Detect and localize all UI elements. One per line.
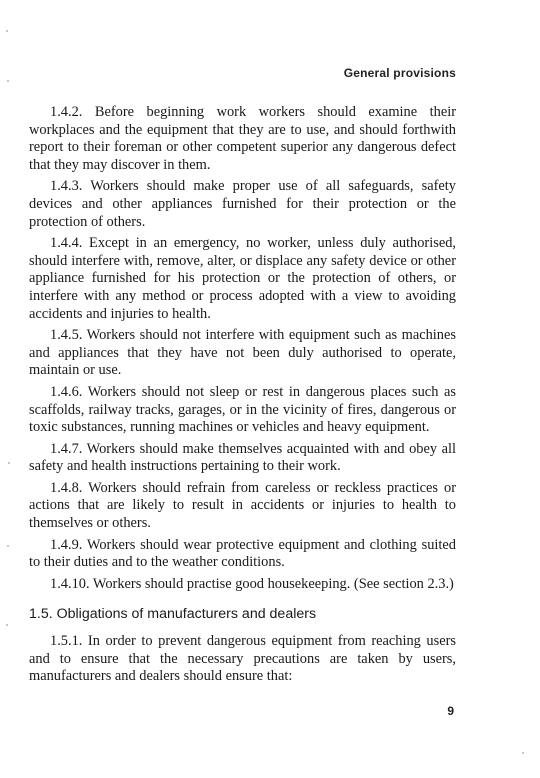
paragraph-1-4-10: 1.4.10. Workers should practise good housekeeping. (See section 2.3.): [50, 575, 454, 592]
paragraph-1-4-2: 1.4.2. Before beginning work workers should examine their workplaces and the equipment that they are to use, and should forthwith report to their foreman or other competent superior any dangerous defect that they may discover in them.: [29, 104, 456, 173]
paragraph-1-4-3: 1.4.3. Workers should make proper use of all safeguards, safety devices and other appliances furnished for their protection or the protection of others.: [29, 178, 456, 230]
paragraph-1-4-6: 1.4.6. Workers should not sleep or rest in dangerous places such as scaffolds, railway tracks, garages, or in the vicinity of fires, dangerous or toxic substances, running machines or vehicles and heavy equipment.: [29, 383, 456, 436]
paragraph-1-4-5: 1.4.5. Workers should not interfere with equipment such as machines and appliances that they have not been duly authorised to operate, maintain or use.: [29, 327, 456, 379]
paragraph-1-4-9: 1.4.9. Workers should wear protective equipment and clothing suited to their duties and to the weather conditions.: [29, 536, 456, 571]
body-text: [29, 104, 456, 597]
section-body: [29, 633, 456, 690]
scan-speck: [6, 30, 8, 32]
scan-speck: [7, 80, 9, 82]
paragraph-1-4-4: 1.4.4. Except in an emergency, no worker, unless duly authorised, should interfere with, remove, alter, or displace any safety device or other appliance furnished for his protection or the protection of others, or interfere with any method or process adopted with a view to avoiding accidents and injuries to health.: [29, 235, 456, 322]
scan-speck: [7, 545, 9, 547]
scan-speck: [6, 624, 8, 626]
scan-speck: [8, 462, 10, 464]
paragraph-1-4-8: 1.4.8. Workers should refrain from careless or reckless practices or actions that are likely to result in accidents or injuries to health to themselves or others.: [29, 479, 456, 532]
running-head: General provisions: [343, 66, 456, 80]
scan-speck: [522, 752, 524, 754]
paragraph-1-5-1: 1.5.1. In order to prevent dangerous equipment from reaching users and to ensure that the necessary precautions are taken by users, manufacturers and dealers should ensure that:: [29, 633, 456, 685]
section-heading: 1.5. Obligations of manufacturers and dealers: [29, 606, 317, 622]
page-number: 9: [447, 704, 454, 718]
paragraph-1-4-7: 1.4.7. Workers should make themselves acquainted with and obey all safety and health instructions pertaining to their work.: [29, 440, 456, 475]
